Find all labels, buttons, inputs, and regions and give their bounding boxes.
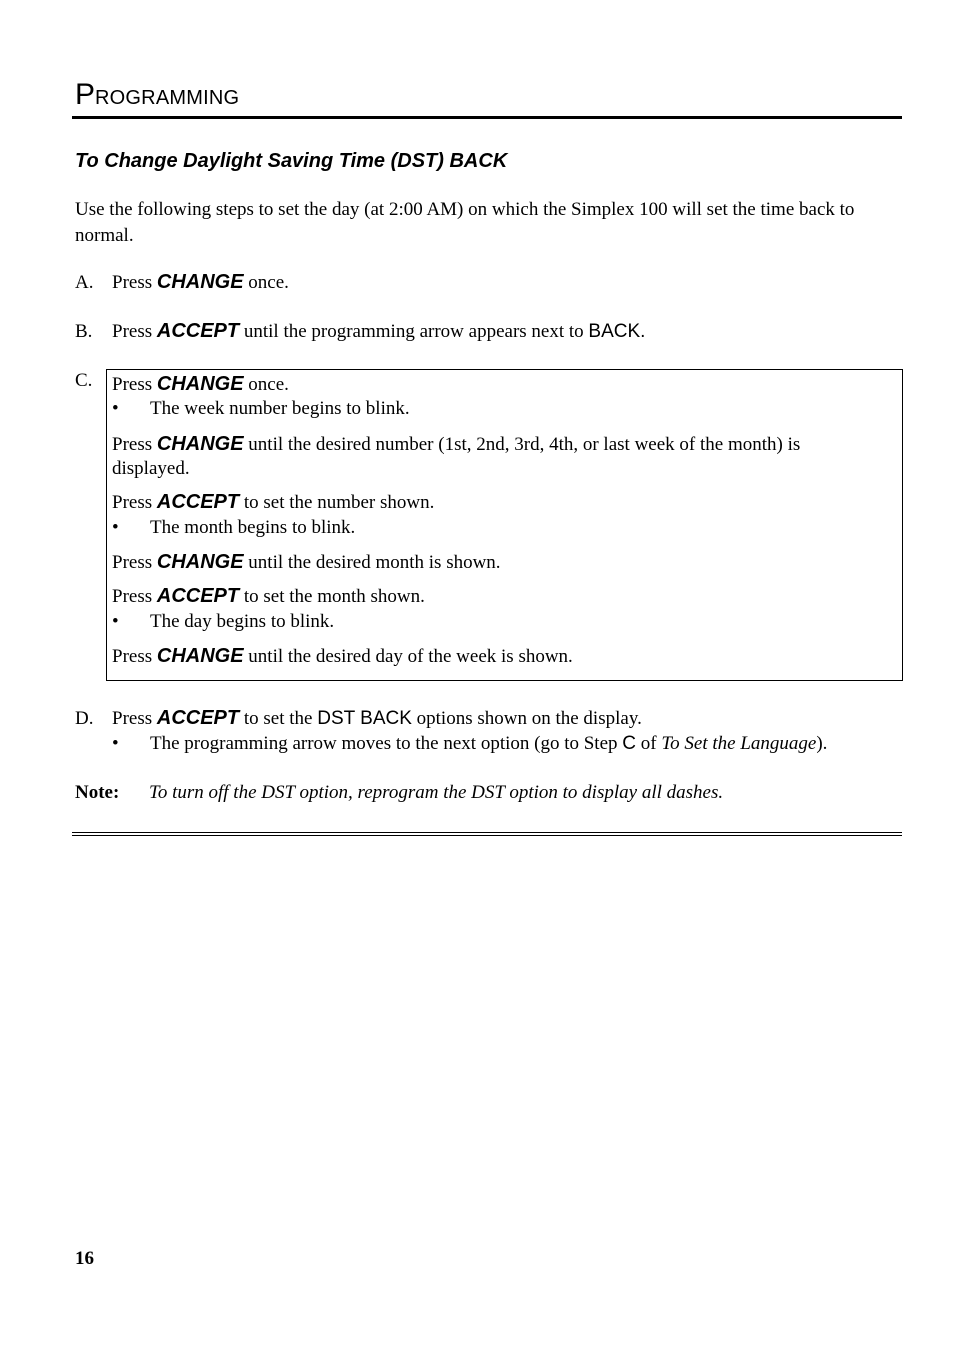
- c5-pre: Press: [112, 586, 157, 607]
- step-b: [75, 320, 645, 343]
- bullet-dot: •: [112, 611, 119, 632]
- step-b-keyword: ACCEPT: [156, 320, 240, 342]
- d-keyword: ACCEPT: [156, 707, 240, 729]
- step-d-bullet: [112, 733, 827, 755]
- c5-keyword: ACCEPT: [156, 585, 240, 607]
- step-b-back: BACK.: [588, 321, 646, 342]
- step-a-pre: Press: [112, 272, 157, 293]
- intro-paragraph: Use the following steps to set the day (at 2:00 AM) on which the Simplex 100 will set the time back to normal.: [75, 199, 855, 246]
- step-d: [75, 707, 642, 730]
- bullet-dot: •: [112, 733, 119, 754]
- c-b1-text: The week number begins to blink.: [150, 398, 410, 419]
- c3-post: to set the number shown.: [239, 492, 435, 513]
- step-a: [75, 271, 289, 294]
- c1-post: once.: [243, 374, 289, 395]
- note-label: Note:: [75, 782, 120, 803]
- footer-rule-1: [72, 832, 902, 833]
- step-c-line-2-cont: displayed.: [112, 458, 190, 479]
- c6-post: until the desired day of the week is shown.: [243, 646, 573, 667]
- d-b-link-text: To Set the Language: [661, 733, 817, 754]
- c4-pre: Press: [112, 552, 157, 573]
- step-a-keyword: CHANGE: [156, 271, 244, 293]
- d-pre: Press: [112, 708, 157, 729]
- bullet-dot: •: [112, 398, 119, 419]
- d-b-mid: of: [636, 733, 662, 754]
- c6-keyword: CHANGE: [156, 645, 244, 667]
- d-b-post: ).: [816, 733, 828, 754]
- footer-rule-2: [72, 835, 902, 836]
- d-mid: to set the: [239, 708, 318, 729]
- step-c-bullet-1: [112, 398, 410, 420]
- page-title: To Change Daylight Saving Time (DST) BACK: [75, 150, 508, 172]
- c-b3-text: The day begins to blink.: [150, 611, 335, 632]
- d-b-pre: The programming arrow moves to the next option (go to Step: [150, 733, 623, 754]
- step-c-letter: C.: [75, 370, 93, 391]
- c1-pre: Press: [112, 374, 157, 395]
- page-number: 16: [75, 1248, 94, 1269]
- step-b-mid: until the programming arrow appears next to: [239, 321, 589, 342]
- step-c-line-5: [112, 585, 425, 608]
- header-rest: ROGRAMMING: [95, 87, 240, 109]
- c2-pre: Press: [112, 434, 157, 455]
- c4-post: until the desired month is shown.: [243, 552, 501, 573]
- c3-keyword: ACCEPT: [156, 491, 240, 513]
- section-header: [75, 78, 239, 112]
- c3-pre: Press: [112, 492, 157, 513]
- step-c-line-1: [112, 373, 289, 396]
- step-b-letter: B.: [75, 321, 93, 342]
- c5-post: to set the month shown.: [239, 586, 425, 607]
- d-post: options shown on the display.: [411, 708, 642, 729]
- c2-post: until the desired number (1st, 2nd, 3rd, 4th, or last week of the month) is: [243, 434, 801, 455]
- step-c-line-6: [112, 645, 573, 668]
- note-text: To turn off the DST option, reprogram the DST option to display all dashes.: [149, 782, 724, 803]
- step-c-line-2: [112, 433, 800, 456]
- step-c-line-4: [112, 551, 501, 574]
- c-b2-text: The month begins to blink.: [150, 517, 356, 538]
- step-c-bullet-3: [112, 611, 334, 633]
- c1-keyword: CHANGE: [156, 373, 244, 395]
- step-c-line-3: [112, 491, 434, 514]
- c4-keyword: CHANGE: [156, 551, 244, 573]
- c2-keyword: CHANGE: [156, 433, 244, 455]
- step-a-letter: A.: [75, 272, 94, 293]
- step-b-pre: Press: [112, 321, 157, 342]
- d-dst-back: DST BACK: [317, 708, 412, 729]
- box-divider-mark: [106, 480, 107, 482]
- d-b-step: C: [622, 733, 637, 754]
- header-rule: [72, 116, 902, 119]
- c6-pre: Press: [112, 646, 157, 667]
- step-a-post: once.: [243, 272, 289, 293]
- bullet-dot: •: [112, 517, 119, 538]
- step-c-bullet-2: [112, 517, 355, 539]
- header-initial: P: [75, 78, 96, 111]
- step-d-letter: D.: [75, 708, 94, 729]
